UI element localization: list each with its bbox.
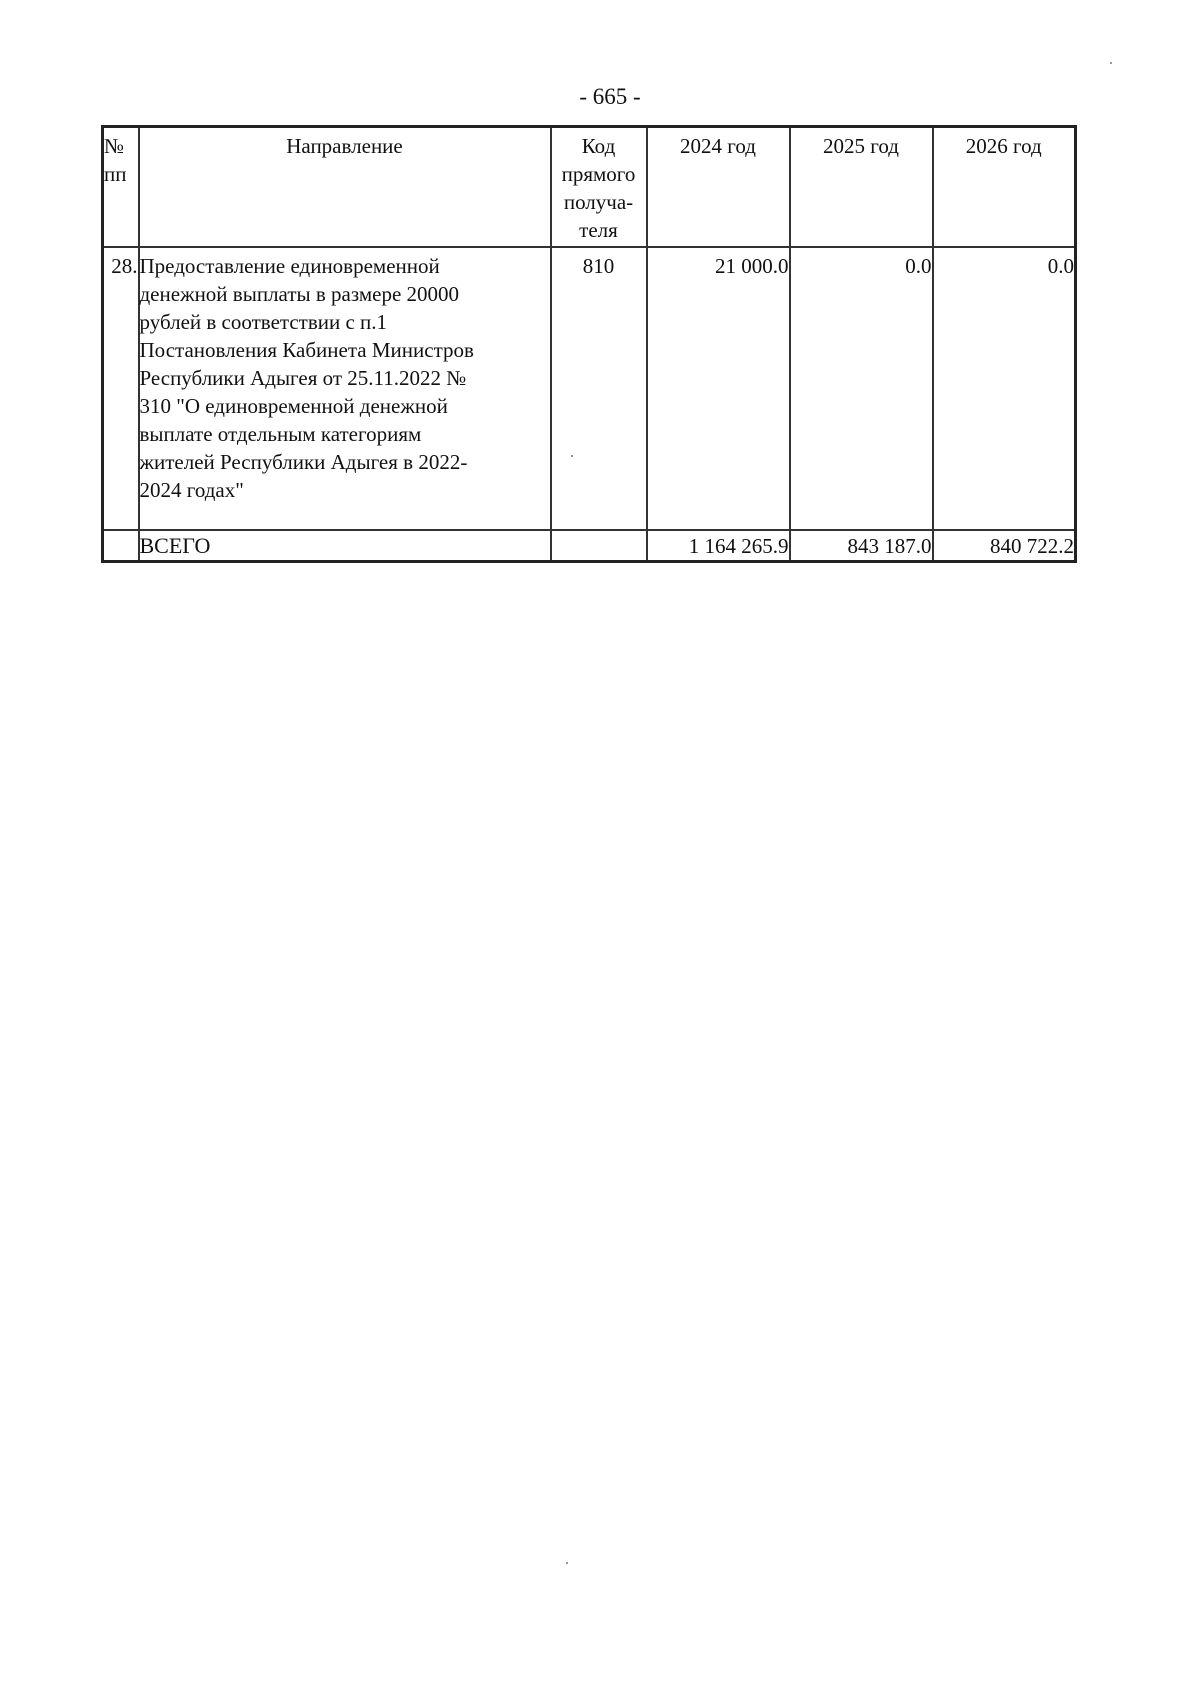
direction-line: денежной выплаты в размере 20000 (139, 281, 460, 306)
header-code-line: Код (581, 134, 616, 158)
table-header-row (103, 127, 1076, 247)
header-2025: 2025 год (790, 127, 933, 247)
total-2025: 843 187.0 (790, 530, 933, 562)
header-num (103, 127, 139, 247)
direction-line: выплате отдельным категориям (139, 421, 422, 446)
total-row (103, 530, 1076, 562)
row-value-2025: 0.0 (790, 247, 933, 530)
header-code-line: теля (579, 218, 618, 242)
scan-speck (566, 1562, 568, 1564)
row-value-2024: 21 000.0 (647, 247, 790, 530)
direction-line: Постановления Кабинета Министров (139, 337, 474, 362)
header-code (551, 127, 647, 247)
direction-line: рублей в соответствии с п.1 (139, 309, 388, 334)
total-2024: 1 164 265.9 (647, 530, 790, 562)
total-num-cell (103, 530, 139, 562)
header-2026: 2026 год (933, 127, 1076, 247)
total-code-cell (551, 530, 647, 562)
table-row (103, 247, 1076, 530)
direction-line: 310 "О единовременной денежной (139, 393, 448, 418)
page-number: - 665 - (579, 84, 641, 109)
direction-line: Республики Адыгея от 25.11.2022 № (139, 365, 467, 390)
direction-line: Предоставление единовременной (139, 253, 440, 278)
row-value-2026: 0.0 (933, 247, 1076, 530)
budget-table (101, 125, 1077, 563)
direction-line: 2024 годах" (139, 477, 244, 502)
scan-speck (1110, 62, 1112, 64)
row-number: 28. (103, 247, 139, 530)
total-label: ВСЕГО (139, 530, 551, 562)
header-num-line: № (104, 134, 125, 158)
header-num-line: пп (104, 162, 127, 186)
scan-speck (571, 455, 573, 457)
total-2026: 840 722.2 (933, 530, 1076, 562)
row-code: 810 (551, 247, 647, 530)
header-2024: 2024 год (647, 127, 790, 247)
direction-line: жителей Республики Адыгея в 2022- (139, 449, 468, 474)
header-code-line: прямого (561, 162, 636, 186)
row-direction (139, 247, 551, 530)
header-direction: Направление (139, 127, 551, 247)
header-code-line: получа- (563, 190, 634, 214)
